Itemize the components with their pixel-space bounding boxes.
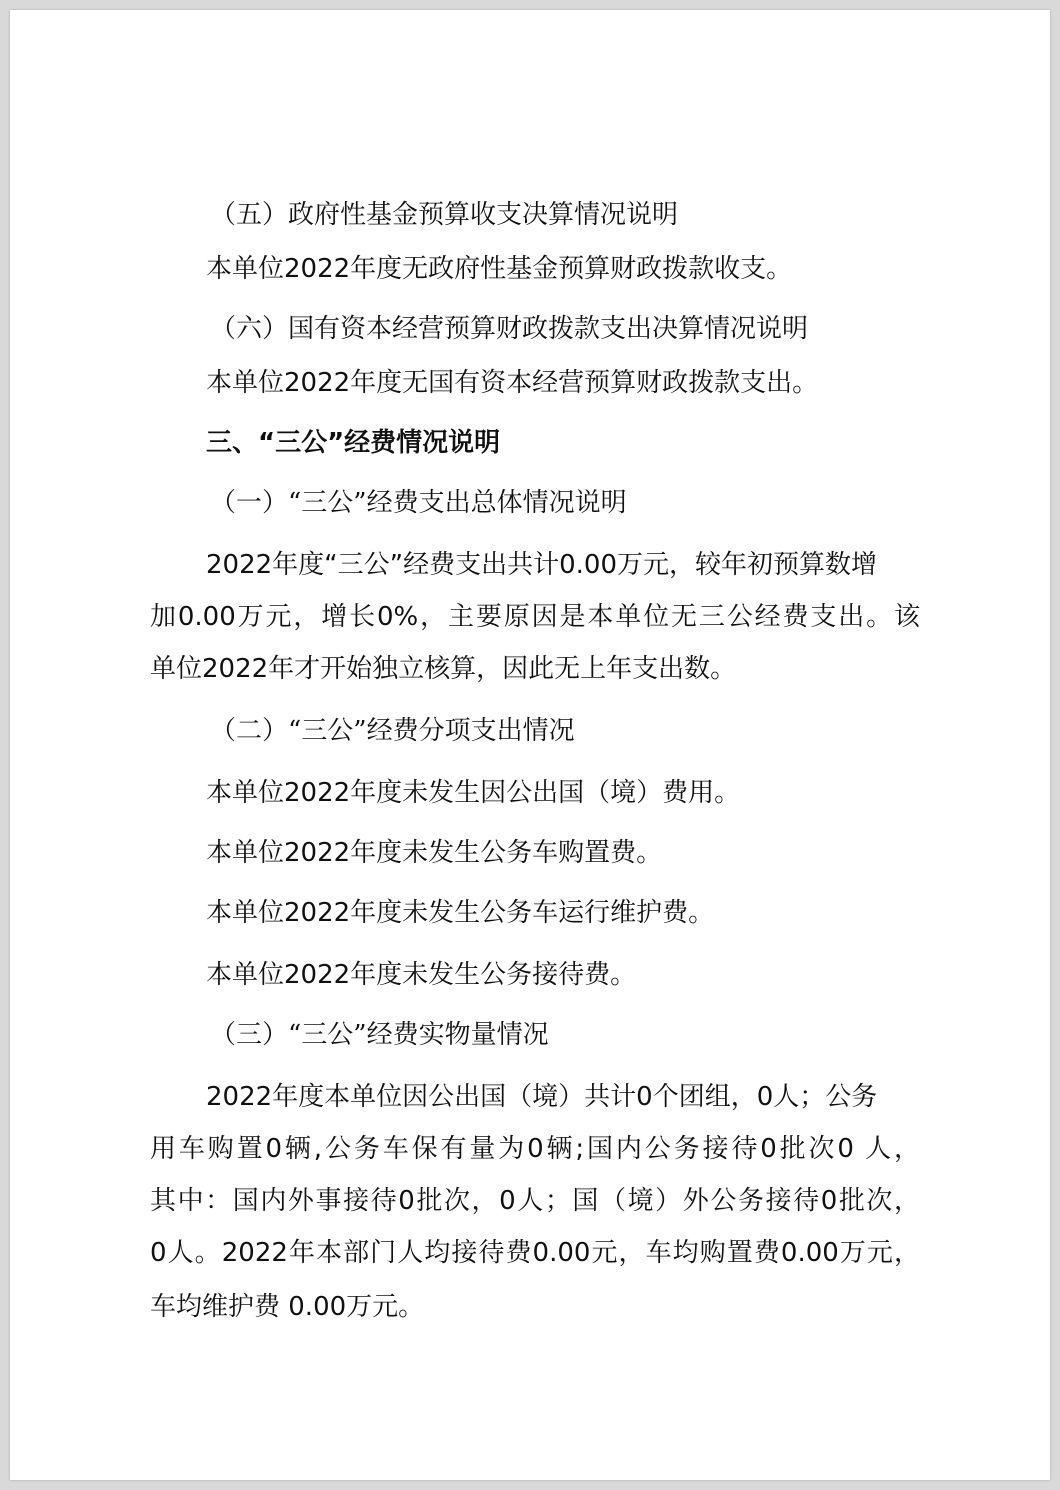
- subheading-physical-quantity: （三）“三公”经费实物量情况: [210, 1020, 549, 1050]
- paragraph-line: 用车购置0辆,公务车保有量为0辆;国内公务接待0批次0 人，: [150, 1134, 920, 1164]
- paragraph-line: 本单位2022年度未发生公务车购置费。: [206, 838, 663, 868]
- document-page: [10, 10, 1050, 1480]
- paragraph-line: 本单位2022年度未发生公务车运行维护费。: [206, 898, 715, 928]
- paragraph-line: 车均维护费 0.00万元。: [150, 1292, 425, 1322]
- paragraph-line: 单位2022年才开始独立核算，因此无上年支出数。: [150, 654, 737, 684]
- paragraph-line: 本单位2022年度无政府性基金预算财政拨款收支。: [206, 254, 793, 284]
- paragraph-line: 本单位2022年度无国有资本经营预算财政拨款支出。: [206, 368, 819, 398]
- paragraph-line: 0人。2022年本部门人均接待费0.00元，车均购置费0.00万元，: [150, 1238, 920, 1268]
- paragraph-line: 本单位2022年度未发生因公出国（境）费用。: [206, 778, 741, 808]
- paragraph-line: 2022年度本单位因公出国（境）共计0个团组，0人；公务: [206, 1082, 878, 1112]
- paragraph-line: 本单位2022年度未发生公务接待费。: [206, 960, 637, 990]
- subheading-itemized: （二）“三公”经费分项支出情况: [210, 716, 575, 746]
- paragraph-line: 加0.00万元，增长0%，主要原因是本单位无三公经费支出。该: [150, 602, 920, 632]
- section-heading-three-public: 三、“三公”经费情况说明: [206, 428, 501, 458]
- subheading-overall: （一）“三公”经费支出总体情况说明: [210, 488, 627, 518]
- paragraph-line: 2022年度“三公”经费支出共计0.00万元，较年初预算数增: [206, 550, 877, 580]
- subheading-state-capital: （六）国有资本经营预算财政拨款支出决算情况说明: [210, 314, 809, 344]
- paragraph-line: 其中：国内外事接待0批次，0人；国（境）外公务接待0批次，: [150, 1186, 920, 1216]
- subheading-government-fund: （五）政府性基金预算收支决算情况说明: [210, 200, 679, 230]
